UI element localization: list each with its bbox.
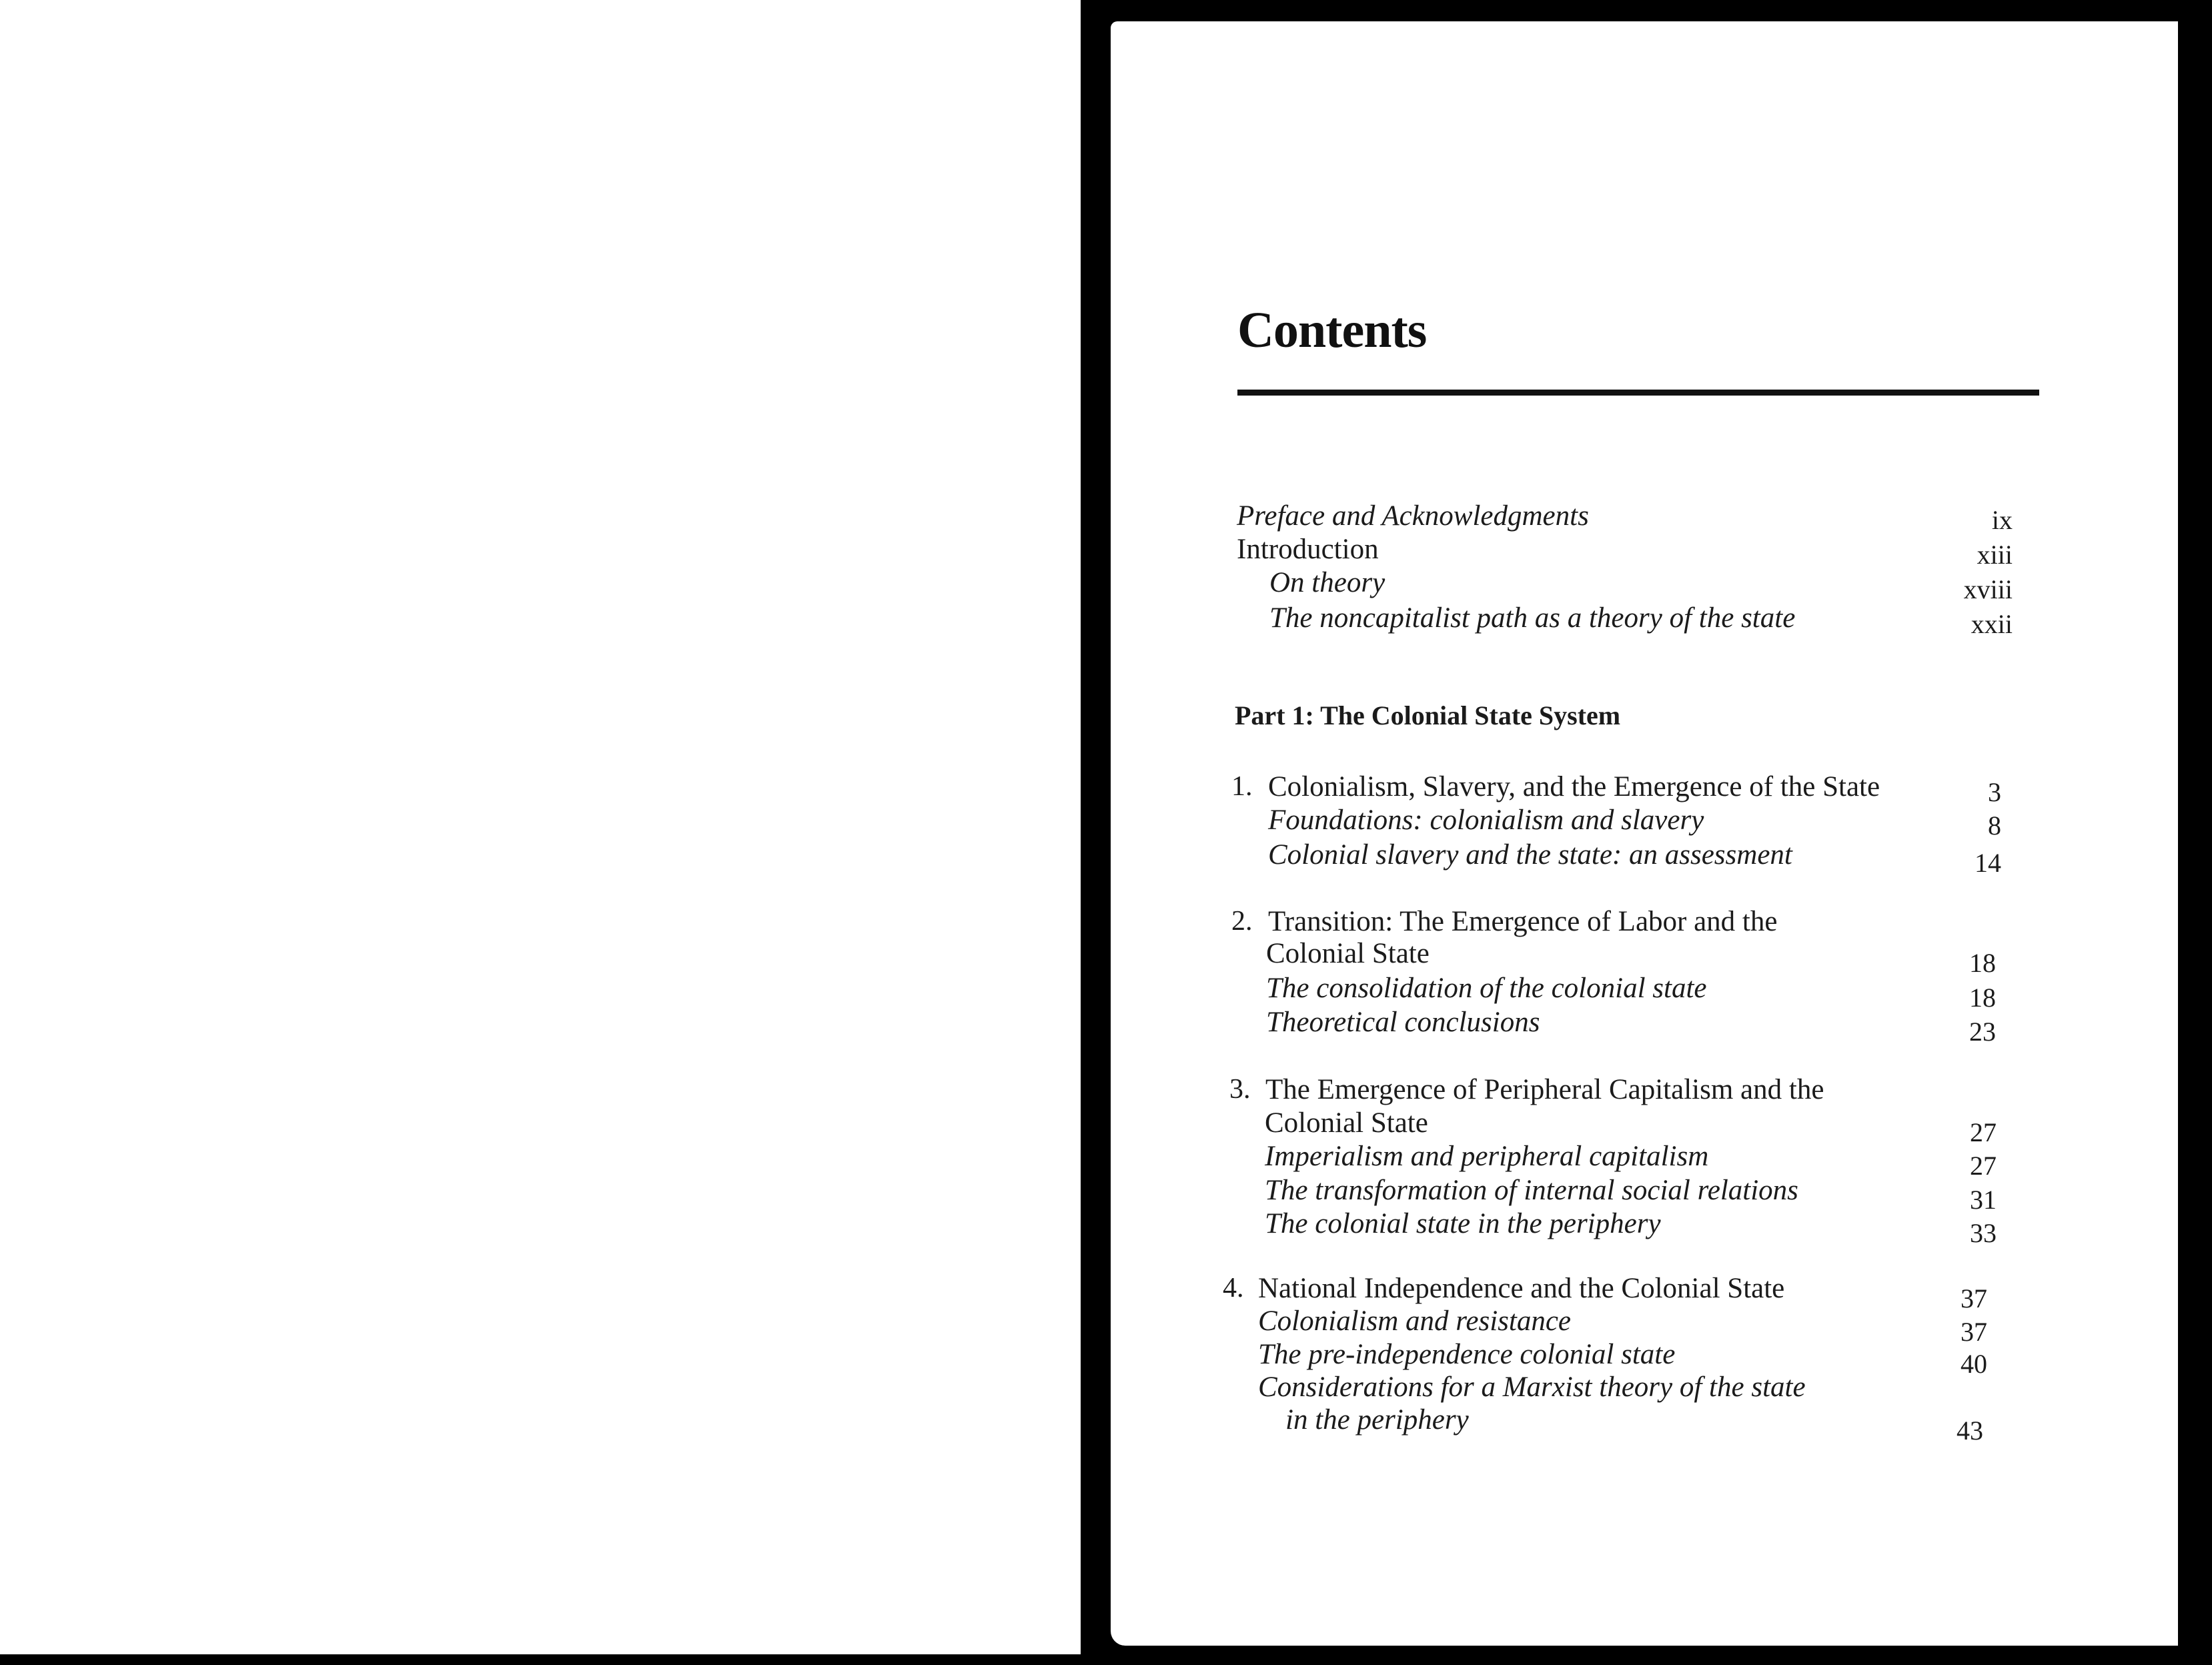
contents-title: Contents <box>1237 302 1427 358</box>
chapter-title: The Emergence of Peripheral Capitalism and the <box>1265 1074 1824 1105</box>
toc-page-number: ix <box>1991 505 2013 535</box>
toc-entry-label: Preface and Acknowledgments <box>1237 500 1589 532</box>
toc-entry-introduction <box>1111 535 2178 568</box>
section-title: The pre-independence colonial state <box>1258 1339 1676 1370</box>
toc-entry-label: Introduction <box>1237 534 1379 565</box>
chapter-2-title-continuation <box>1111 938 2178 978</box>
chapter-3 <box>1111 1075 2178 1109</box>
section-title: Imperialism and peripheral capitalism <box>1265 1141 1709 1172</box>
toc-page-number: 37 <box>1961 1317 1987 1347</box>
section-title: Colonialism and resistance <box>1258 1305 1572 1337</box>
section-title: The colonial state in the periphery <box>1265 1208 1661 1239</box>
section-title-continuation: in the periphery <box>1285 1404 1469 1436</box>
chapter-number: 2. <box>1231 906 1253 937</box>
chapter-1-section <box>1111 839 2178 878</box>
chapter-number: 1. <box>1231 771 1253 802</box>
toc-page-number: 37 <box>1961 1283 1987 1313</box>
right-scan-margin <box>2178 0 2212 1665</box>
chapter-2 <box>1111 907 2178 941</box>
section-title: The consolidation of the colonial state <box>1266 973 1707 1004</box>
toc-page-number: 8 <box>1988 810 2001 841</box>
chapter-1 <box>1111 772 2178 806</box>
chapter-title-continuation: Colonial State <box>1266 938 1430 969</box>
section-title: Foundations: colonialism and slavery <box>1268 804 1704 836</box>
toc-page-number: 23 <box>1969 1017 1996 1047</box>
section-title: The transformation of internal social relations <box>1265 1175 1798 1206</box>
toc-entry-label: On theory <box>1269 567 1386 598</box>
chapter-4-section <box>1111 1373 2178 1406</box>
toc-page-number: xxii <box>1971 609 2013 639</box>
chapter-title: Transition: The Emergence of Labor and the <box>1268 906 1778 937</box>
chapter-4-section <box>1111 1339 2178 1379</box>
chapter-3-section <box>1111 1208 2178 1248</box>
toc-page-number: 33 <box>1970 1218 1997 1248</box>
chapter-4-section-continuation <box>1111 1404 2178 1446</box>
chapter-2-section <box>1111 973 2178 1013</box>
blank-left-page <box>0 0 1081 1654</box>
toc-page-number: 3 <box>1988 777 2001 807</box>
section-title: Colonial slavery and the state: an assessment <box>1268 839 1792 871</box>
chapter-3-section <box>1111 1141 2178 1181</box>
chapter-3-section <box>1111 1175 2178 1215</box>
toc-page-number: 27 <box>1970 1117 1997 1147</box>
toc-page-number: 27 <box>1970 1151 1997 1181</box>
section-title: Considerations for a Marxist theory of the state <box>1258 1371 1806 1403</box>
contents-page <box>1111 21 2178 1646</box>
toc-subentry-theory <box>1111 568 2178 602</box>
toc-subentry-noncapitalist-path <box>1111 604 2178 637</box>
chapter-title-continuation: Colonial State <box>1265 1107 1428 1139</box>
chapter-title: Colonialism, Slavery, and the Emergence of the State <box>1268 771 1880 802</box>
chapter-title: National Independence and the Colonial State <box>1258 1273 1785 1304</box>
toc-page-number: 14 <box>1975 848 2001 878</box>
toc-page-number: xiii <box>1977 540 2013 570</box>
toc-entry-label: The noncapitalist path as a theory of the state <box>1269 602 1796 634</box>
toc-page-number: xviii <box>1963 574 2013 604</box>
chapter-number: 3. <box>1229 1074 1251 1105</box>
toc-page-number: 43 <box>1957 1416 1983 1446</box>
part-title: Part 1: The Colonial State System <box>1235 700 1621 730</box>
chapter-4 <box>1111 1273 2178 1313</box>
book-gutter <box>1081 0 1111 1665</box>
section-title: Theoretical conclusions <box>1266 1007 1540 1038</box>
chapter-number: 4. <box>1223 1273 1244 1303</box>
toc-entry-preface <box>1111 502 2178 535</box>
chapter-3-title-continuation <box>1111 1107 2178 1147</box>
chapter-1-section <box>1111 806 2178 839</box>
chapter-4-section <box>1111 1305 2178 1347</box>
title-rule <box>1237 390 2039 396</box>
toc-page-number: 18 <box>1969 948 1996 978</box>
toc-page-number: 31 <box>1970 1185 1997 1215</box>
toc-page-number: 40 <box>1961 1349 1987 1379</box>
toc-page-number: 18 <box>1969 983 1996 1013</box>
part-heading <box>1111 702 2178 736</box>
chapter-2-section <box>1111 1007 2178 1047</box>
